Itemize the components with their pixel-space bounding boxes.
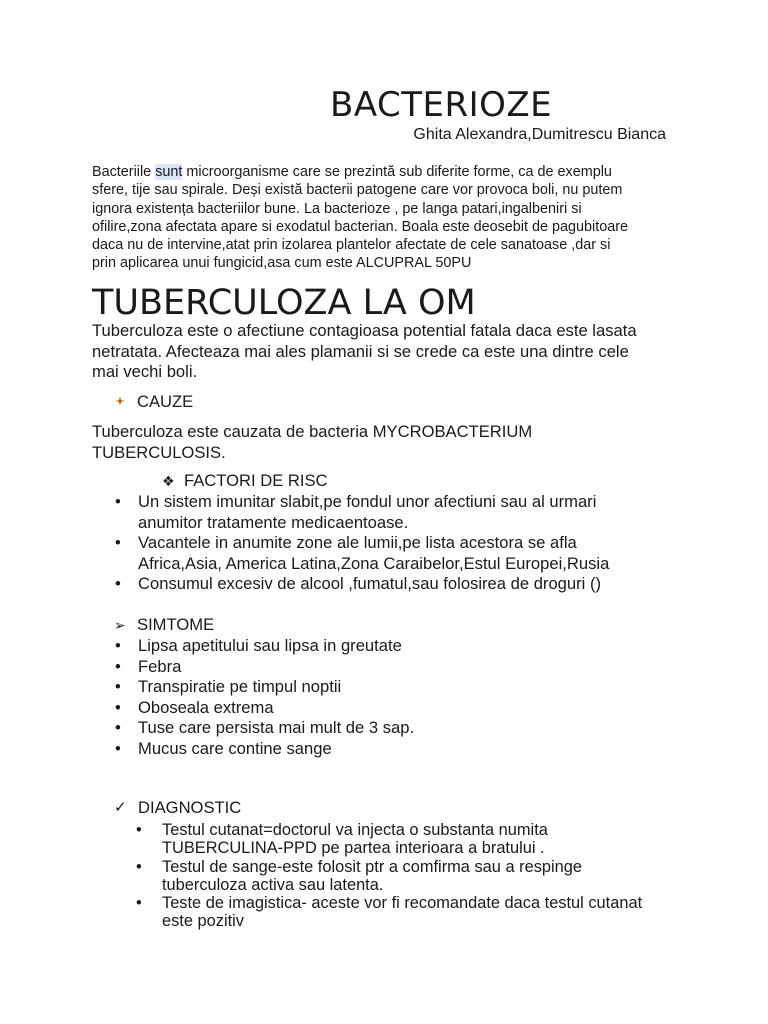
paragraph-line: netratata. Afecteaza mai ales plamanii si se crede ca este una dintre cele [92,341,629,361]
bullet-icon: • [115,718,121,737]
list-item [136,821,642,858]
paragraph-line: mai vechi boli. [92,362,198,381]
document-title: BACTERIOZE [330,85,553,125]
list-item [115,698,414,719]
list-item-line: Lipsa apetitului sau lipsa in greutate [138,636,402,655]
causes-paragraph [92,422,692,463]
causes-heading-label: CAUZE [137,392,194,411]
list-item [115,677,414,698]
list-item [136,858,642,895]
diagnostic-list [136,821,642,931]
star-burst-icon [114,392,134,413]
paragraph-line: Tuberculoza este cauzata de bacteria MYCROBACTERIUM [92,422,533,441]
intro-first-word: Bacteriile [92,164,156,180]
section-intro-paragraph [92,321,692,383]
risk-factors-list [115,492,609,595]
list-item-line: este pozitiv [162,912,244,931]
intro-line: daca nu de intervine,atat prin izolarea plantelor afectate de cele sanatoase ,dar si [92,237,611,254]
list-item-line: Teste de imagistica- aceste vor fi recomandate daca testul cutanat [162,894,643,913]
diagnostic-heading [114,798,241,819]
list-item-line: TUBERCULINA-PPD pe partea interioara a bratului . [162,839,545,858]
intro-line: ofilire,zona afectata apare si exodatul bacterian. Boala este deosebit de pagubitoare [92,218,629,235]
list-item-line: Testul de sange-este folosit ptr a comfirma sau a respinge [162,857,582,876]
symptoms-list [115,636,414,759]
list-item-line: Consumul excesiv de alcool ,fumatul,sau folosirea de droguri () [138,574,602,593]
list-item-line: Africa,Asia, America Latina,Zona Caraibelor,Estul Europei,Rusia [138,553,610,573]
paragraph-line: Tuberculoza este o afectiune contagioasa potential fatala daca este lasata [92,321,637,340]
list-item-line: Un sistem imunitar slabit,pe fondul unor afectiuni sau al urmari [138,492,597,511]
list-item [115,636,414,657]
intro-line: sfere, tije sau spirale. Deși există bacterii patogene care vor provoca boli, nu putem [92,182,623,199]
list-item [115,574,609,595]
risk-factors-heading [162,471,328,492]
list-item [115,533,609,574]
list-item-line: Tuse care persista mai mult de 3 sap. [138,718,415,737]
list-item-line: Testul cutanat=doctorul va injecta o substanta numita [162,821,548,839]
document-authors: Ghita Alexandra,Dumitrescu Bianca [413,126,666,143]
bullet-icon: • [136,821,142,839]
diagnostic-heading-label: DIAGNOSTIC [138,798,242,817]
intro-line-rest: microorganisme care se prezintă sub diferite forme, ca de exemplu [182,164,612,180]
bullet-icon: • [115,574,121,593]
intro-line [92,163,682,181]
list-item-line: Transpiratie pe timpul noptii [138,677,342,696]
list-item [136,894,642,931]
bullet-icon: • [115,677,121,696]
bullet-icon: • [136,857,142,876]
list-item-line: tuberculoza activa sau latenta. [162,875,384,894]
list-item-line: Mucus care contine sange [138,738,332,758]
causes-heading [114,392,193,413]
intro-paragraph [92,163,682,273]
bullet-icon: • [136,894,142,913]
paragraph-line: TUBERCULOSIS. [92,442,226,462]
bullet-icon: • [115,533,121,552]
highlighted-word[interactable]: sunt [155,164,183,180]
bullet-icon: • [115,636,121,655]
intro-line: ignora existența bacteriilor bune. La bacterioze , pe langa patari,ingalbeniri si [92,200,582,217]
list-item [115,492,609,533]
list-item-line: Oboseala extrema [138,697,274,717]
section-title: TUBERCULOZA LA OM [92,283,476,323]
risk-factors-heading-label: FACTORI DE RISC [184,471,328,490]
list-item-line: Febra [138,656,182,676]
symptoms-heading [114,615,214,636]
diamond-bullet-icon: ❖ [162,473,175,489]
list-item [115,657,414,678]
bullet-icon: • [115,656,121,676]
arrowhead-bullet-icon: ➢ [114,617,126,633]
list-item-line: Vacantele in anumite zone ale lumii,pe lista acestora se afla [138,533,577,552]
list-item-line: anumitor tratamente medicaentoase. [138,512,409,532]
intro-line: prin aplicarea unui fungicid,asa cum este ALCUPRAL 50PU [92,255,472,272]
bullet-icon: • [115,738,121,758]
bullet-icon: • [115,492,121,511]
bullet-icon: • [115,697,121,717]
list-item [115,718,414,739]
checkmark-bullet-icon: ✓ [114,799,127,816]
list-item [115,739,414,760]
symptoms-heading-label: SIMTOME [137,615,215,634]
